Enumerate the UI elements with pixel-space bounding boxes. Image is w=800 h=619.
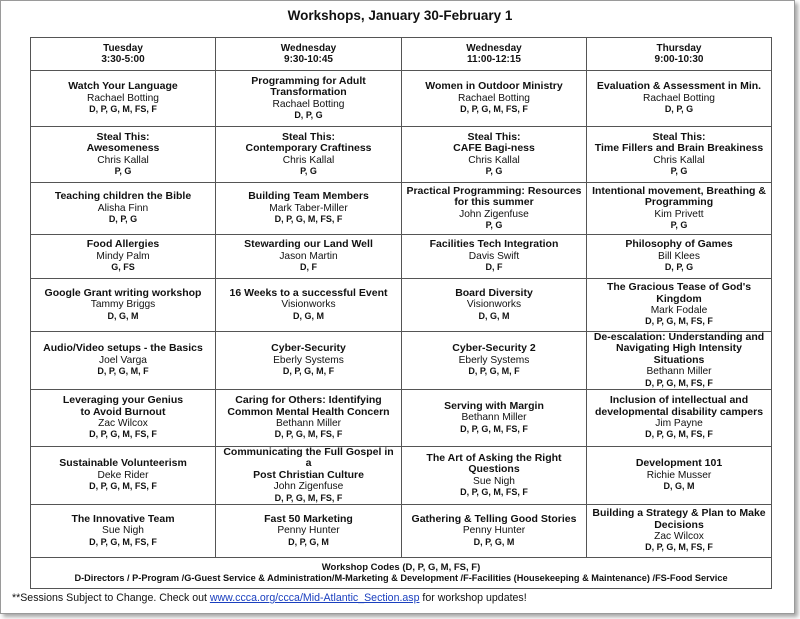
- session-presenter: Penny Hunter: [462, 525, 526, 537]
- session-title: Decisions: [654, 518, 704, 531]
- session-cell: [587, 332, 772, 390]
- session-title: Programming: [644, 196, 714, 209]
- footer-note: [12, 592, 527, 604]
- column-time: 9:00-10:30: [654, 54, 704, 65]
- session-cell: [402, 505, 587, 558]
- session-title: Philosophy of Games: [625, 238, 733, 251]
- session-cell: [402, 390, 587, 447]
- session-cell: [587, 390, 772, 447]
- session-row: [31, 505, 772, 558]
- session-cell: [31, 71, 216, 127]
- session-codes: D, P, G: [664, 262, 694, 273]
- session-presenter: John Zigenfuse: [273, 481, 344, 493]
- session-cell: [31, 447, 216, 505]
- session-cell: [31, 235, 216, 279]
- session-row: [31, 390, 772, 447]
- session-presenter: Rachael Botting: [272, 98, 345, 110]
- session-title: CAFE Bagi-ness: [453, 142, 535, 155]
- session-title: Stewarding our Land Well: [244, 238, 373, 251]
- session-title: Evaluation & Assessment in Min.: [596, 80, 762, 93]
- session-row: [31, 183, 772, 235]
- session-presenter: Rachael Botting: [87, 92, 159, 104]
- session-codes: D, P, G, M, FS, F: [274, 429, 343, 440]
- session-presenter: Eberly Systems: [458, 354, 530, 366]
- session-presenter: Visionworks: [281, 299, 336, 311]
- session-codes: D, P, G, M, FS, F: [89, 481, 157, 492]
- session-title: Kingdom: [656, 292, 702, 305]
- session-title: De-escalation: Understanding and: [593, 331, 765, 343]
- session-title: The Art of Asking the Right: [426, 451, 562, 464]
- session-title: Intentional movement, Breathing &: [592, 184, 766, 197]
- session-presenter: Bethann Miller: [461, 412, 527, 424]
- session-codes: G, FS: [111, 262, 135, 273]
- session-presenter: Zac Wilcox: [98, 418, 148, 430]
- session-codes: D, G, M: [663, 481, 695, 492]
- session-cell: [402, 71, 587, 127]
- column-day: Wednesday: [280, 42, 337, 54]
- session-title: Google Grant writing workshop: [44, 286, 202, 299]
- session-cell: [587, 235, 772, 279]
- session-presenter: Alisha Finn: [97, 202, 149, 214]
- session-cell: [31, 279, 216, 332]
- session-presenter: Rachael Botting: [643, 92, 715, 104]
- session-codes: D, P, G, M, FS, F: [645, 377, 713, 388]
- session-presenter: Mindy Palm: [96, 250, 150, 262]
- session-title: The Innovative Team: [71, 512, 175, 525]
- session-cell: [587, 183, 772, 235]
- session-title: Common Mental Health Concern: [227, 405, 390, 418]
- session-presenter: Jim Payne: [655, 418, 703, 430]
- session-cell: [587, 71, 772, 127]
- session-cell: [216, 183, 402, 235]
- session-row: [31, 332, 772, 390]
- session-codes: D, P, G, M, FS, F: [460, 104, 528, 115]
- session-cell: [216, 332, 402, 390]
- session-title: Development 101: [635, 457, 723, 470]
- column-time: 3:30-5:00: [101, 54, 145, 65]
- session-title: Cyber-Security: [271, 342, 346, 355]
- section-link[interactable]: www.ccca.org/ccca/Mid-Atlantic_Section.asp: [209, 592, 420, 604]
- session-codes: D, P, G, M, FS, F: [645, 542, 713, 553]
- session-title: Facilities Tech Integration: [429, 238, 559, 251]
- session-cell: [216, 447, 402, 505]
- workshop-schedule-table: [30, 37, 772, 589]
- session-cell: [402, 183, 587, 235]
- session-codes: D, P, G, M, FS, F: [89, 429, 157, 440]
- workshop-codes-legend: D-Directors / P-Program /G-Guest Service & Administration/M-Marketing & Development /F-Facilities (Housekeeping & Maintenance) /FS-Food Service: [74, 573, 728, 584]
- session-presenter: Chris Kallal: [653, 154, 705, 166]
- session-presenter: Chris Kallal: [97, 154, 149, 166]
- session-presenter: Deke Rider: [97, 469, 149, 481]
- session-row: [31, 127, 772, 183]
- session-codes: D, F: [485, 262, 503, 273]
- session-cell: [587, 447, 772, 505]
- session-codes: D, P, G: [294, 109, 323, 120]
- session-presenter: Bethann Miller: [646, 366, 712, 378]
- session-presenter: Mark Taber-Miller: [269, 202, 348, 214]
- session-cell: [402, 447, 587, 505]
- session-cell: [31, 127, 216, 183]
- session-presenter: Bill Klees: [658, 250, 700, 262]
- session-title: Sustainable Volunteerism: [59, 457, 187, 470]
- session-codes: D, P, G, M, FS, F: [460, 423, 528, 434]
- session-title: Inclusion of intellectual and: [609, 394, 749, 407]
- session-title: Watch Your Language: [68, 80, 178, 93]
- session-presenter: Richie Musser: [646, 469, 712, 481]
- session-cell: [31, 183, 216, 235]
- column-day: Wednesday: [466, 42, 522, 54]
- session-cell: [587, 127, 772, 183]
- session-cell: [31, 505, 216, 558]
- session-title: Teaching children the Bible: [54, 190, 192, 203]
- session-cell: [587, 505, 772, 558]
- session-presenter: Kim Privett: [654, 208, 704, 220]
- session-codes: D, P, G, M, FS, F: [274, 214, 343, 225]
- session-codes: D, G, M: [107, 310, 139, 321]
- session-codes: P, G: [670, 165, 688, 176]
- session-title: Leveraging your Genius: [62, 394, 184, 407]
- header-row: [31, 38, 772, 71]
- session-title: Programming for Adult: [251, 74, 366, 87]
- session-presenter: Zac Wilcox: [654, 531, 704, 543]
- session-codes: D, P, G, M, FS, F: [645, 429, 713, 440]
- session-title: Serving with Margin: [444, 399, 544, 412]
- session-title: Food Allergies: [86, 238, 160, 251]
- session-cell: [402, 332, 587, 390]
- session-title: Awesomeness: [86, 142, 160, 155]
- session-title: Practical Programming: Resources: [406, 184, 582, 197]
- session-title: Navigating High Intensity Situations: [615, 342, 742, 366]
- session-codes: P, G: [485, 165, 503, 176]
- session-codes: D, G, M: [293, 310, 324, 321]
- column-header: [587, 38, 772, 71]
- session-cell: [216, 71, 402, 127]
- session-cell: [402, 235, 587, 279]
- session-cell: [216, 505, 402, 558]
- session-codes: D, F: [300, 262, 317, 273]
- session-title: Board Diversity: [455, 286, 533, 299]
- session-row: [31, 235, 772, 279]
- session-codes: D, P, G, M, F: [282, 366, 335, 377]
- session-codes: D, P, G, M: [473, 536, 515, 547]
- session-title: The Gracious Tease of God's: [606, 281, 752, 294]
- session-codes: D, P, G, M, FS, F: [274, 492, 343, 503]
- session-presenter: Chris Kallal: [282, 154, 335, 166]
- session-presenter: Mark Fodale: [650, 305, 708, 316]
- column-day: Thursday: [656, 42, 702, 54]
- session-presenter: Joel Varga: [99, 354, 147, 366]
- column-time: 9:30-10:45: [284, 54, 333, 65]
- session-cell: [216, 235, 402, 279]
- session-codes: D, P, G, M, FS, F: [89, 536, 157, 547]
- session-presenter: Tammy Briggs: [90, 299, 156, 311]
- session-codes: D, P, G, M, FS, F: [89, 104, 157, 115]
- session-presenter: Sue Nigh: [473, 475, 515, 487]
- session-codes: D, G, M: [478, 310, 510, 321]
- session-codes: D, P, G: [108, 214, 138, 225]
- page-title: Workshops, January 30-February 1: [287, 8, 513, 23]
- session-presenter: John Zigenfuse: [459, 208, 529, 220]
- session-codes: D, P, G: [664, 104, 694, 115]
- session-title: Women in Outdoor Ministry: [425, 80, 563, 93]
- session-title: Gathering & Telling Good Stories: [411, 512, 577, 525]
- session-title: Transformation: [270, 86, 347, 99]
- session-title: Questions: [468, 463, 520, 476]
- footer-prefix: **Sessions Subject to Change. Check out: [12, 592, 210, 604]
- session-presenter: Penny Hunter: [277, 525, 340, 537]
- session-title: Communicating the Full Gospel in a: [223, 446, 394, 470]
- session-title: Audio/Video setups - the Basics: [43, 342, 203, 355]
- column-header: [402, 38, 587, 71]
- session-presenter: Chris Kallal: [468, 154, 520, 166]
- session-presenter: Rachael Botting: [458, 92, 530, 104]
- session-codes: D, P, G, M: [288, 536, 329, 547]
- workshop-codes-cell: [31, 558, 772, 589]
- column-header: [31, 38, 216, 71]
- session-cell: [216, 127, 402, 183]
- session-codes: D, P, G, M, F: [97, 366, 149, 377]
- session-cell: [31, 332, 216, 390]
- session-title: Steal This:: [281, 130, 336, 143]
- session-presenter: Eberly Systems: [273, 354, 344, 366]
- session-title: Building Team Members: [248, 190, 369, 203]
- session-codes: D, P, G, M, F: [468, 366, 520, 377]
- session-cell: [402, 127, 587, 183]
- session-presenter: Bethann Miller: [275, 418, 342, 430]
- session-title: 16 Weeks to a successful Event: [229, 286, 388, 299]
- session-title: Post Christian Culture: [253, 468, 364, 481]
- session-codes: P, G: [300, 165, 317, 176]
- session-codes: P, G: [114, 165, 132, 176]
- session-cell: [216, 390, 402, 447]
- session-codes: D, P, G, M, FS, F: [645, 316, 713, 327]
- session-title: Cyber-Security 2: [452, 342, 536, 355]
- session-cell: [587, 279, 772, 332]
- session-title: to Avoid Burnout: [80, 405, 166, 418]
- session-cell: [216, 279, 402, 332]
- session-row: [31, 279, 772, 332]
- column-day: Tuesday: [103, 42, 143, 54]
- session-title: Caring for Others: Identifying: [235, 394, 382, 407]
- session-title: Time Fillers and Brain Breakiness: [594, 142, 764, 155]
- session-row: [31, 71, 772, 127]
- workshop-codes-row: [31, 558, 772, 589]
- session-codes: P, G: [485, 219, 503, 230]
- session-title: Building a Strategy & Plan to Make: [592, 507, 766, 520]
- session-presenter: Jason Martin: [279, 250, 338, 262]
- session-title: Fast 50 Marketing: [264, 512, 353, 525]
- column-time: 11:00-12:15: [467, 54, 521, 65]
- session-codes: D, P, G, M, FS, F: [460, 486, 528, 497]
- session-presenter: Davis Swift: [468, 250, 520, 262]
- session-title: Steal This:: [652, 130, 706, 143]
- session-title: Steal This:: [96, 130, 150, 143]
- session-cell: [402, 279, 587, 332]
- column-header: [216, 38, 402, 71]
- session-row: [31, 447, 772, 505]
- session-title: developmental disability campers: [594, 405, 764, 418]
- session-codes: P, G: [670, 219, 688, 230]
- workshop-codes-title: Workshop Codes (D, P, G, M, FS, F): [321, 561, 481, 573]
- session-title: Contemporary Craftiness: [245, 142, 372, 155]
- session-title: Steal This:: [467, 130, 521, 143]
- session-presenter: Visionworks: [466, 299, 522, 311]
- session-cell: [31, 390, 216, 447]
- session-presenter: Sue Nigh: [102, 525, 144, 537]
- footer-suffix: for workshop updates!: [419, 592, 527, 604]
- session-title: for this summer: [454, 196, 534, 209]
